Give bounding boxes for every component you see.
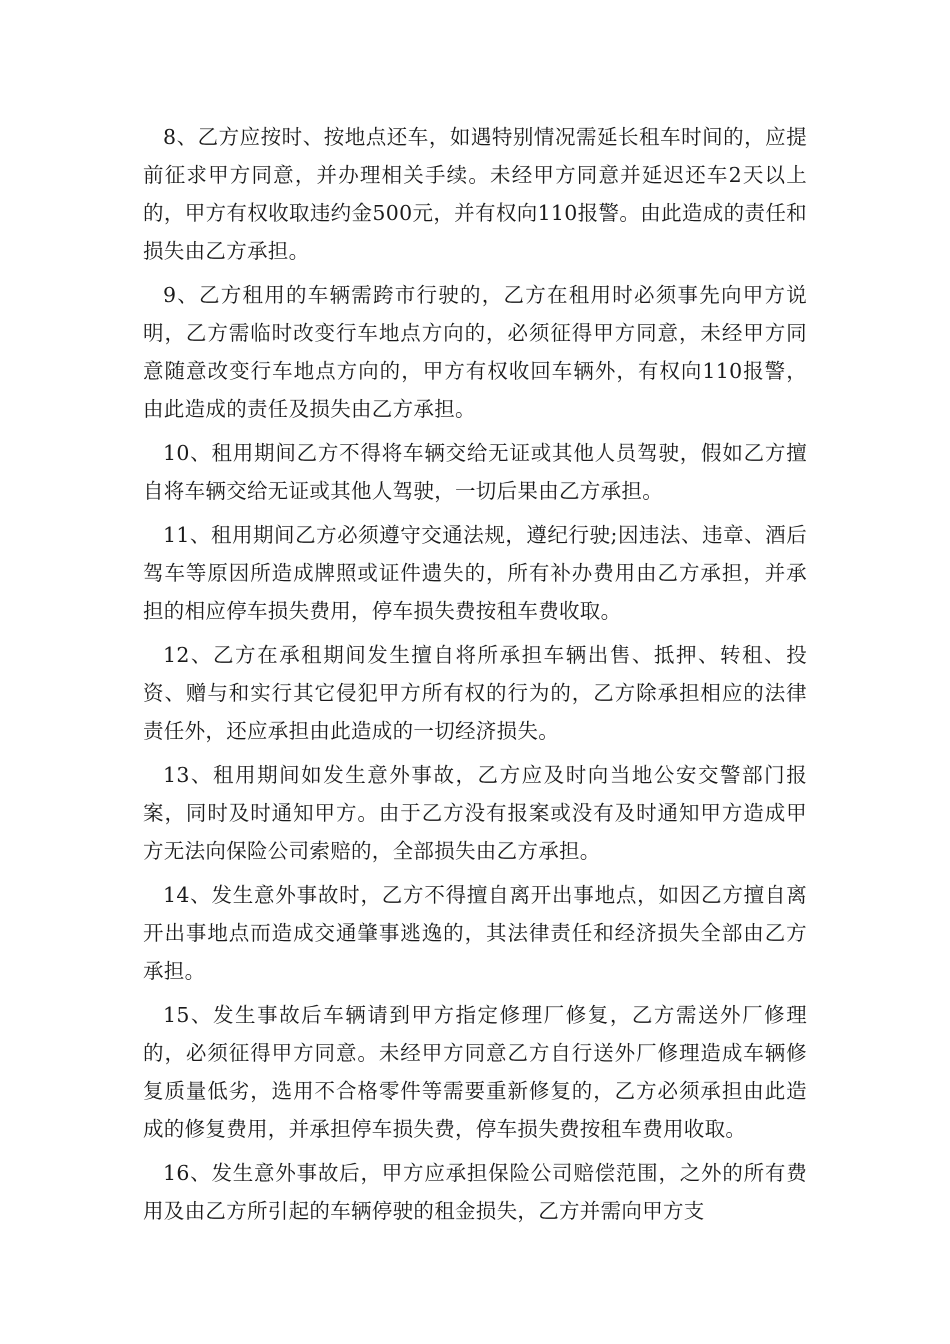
contract-body bbox=[143, 118, 807, 1230]
clause-9: 9、乙方租用的车辆需跨市行驶的，乙方在租用时必须事先向甲方说明，乙方需临时改变行车地点方向的，必须征得甲方同意，未经甲方同意随意改变行车地点方向的，甲方有权收回车辆外，有权向110报警，由此造成的责任及损失由乙方承担。 bbox=[143, 283, 807, 421]
clause-15: 15、发生事故后车辆请到甲方指定修理厂修复，乙方需送外厂修理的，必须征得甲方同意。未经甲方同意乙方自行送外厂修理造成车辆修复质量低劣，选用不合格零件等需要重新修复的，乙方必须承担由此造成的修复费用，并承担停车损失费，停车损失费按租车费用收取。 bbox=[143, 1003, 807, 1141]
clause-12: 12、乙方在承租期间发生擅自将所承担车辆出售、抵押、转租、投资、赠与和实行其它侵犯甲方所有权的行为的，乙方除承担相应的法律责任外，还应承担由此造成的一切经济损失。 bbox=[143, 643, 807, 743]
clause-10: 10、租用期间乙方不得将车辆交给无证或其他人员驾驶，假如乙方擅自将车辆交给无证或其他人驾驶，一切后果由乙方承担。 bbox=[143, 441, 807, 503]
clause-11: 11、租用期间乙方必须遵守交通法规，遵纪行驶;因违法、违章、酒后驾车等原因所造成牌照或证件遗失的，所有补办费用由乙方承担，并承担的相应停车损失费用，停车损失费按租车费收取。 bbox=[143, 523, 807, 623]
clause-8: 8、乙方应按时、按地点还车，如遇特别情况需延长租车时间的，应提前征求甲方同意，并办理相关手续。未经甲方同意并延迟还车2天以上的，甲方有权收取违约金500元，并有权向110报警。由此造成的责任和损失由乙方承担。 bbox=[143, 125, 807, 263]
clause-13: 13、租用期间如发生意外事故，乙方应及时向当地公安交警部门报案，同时及时通知甲方。由于乙方没有报案或没有及时通知甲方造成甲方无法向保险公司索赔的，全部损失由乙方承担。 bbox=[143, 763, 807, 863]
clause-14: 14、发生意外事故时，乙方不得擅自离开出事地点，如因乙方擅自离开出事地点而造成交通肇事逃逸的，其法律责任和经济损失全部由乙方承担。 bbox=[143, 883, 807, 983]
clause-16: 16、发生意外事故后，甲方应承担保险公司赔偿范围，之外的所有费用及由乙方所引起的车辆停驶的租金损失，乙方并需向甲方支 bbox=[143, 1161, 807, 1223]
